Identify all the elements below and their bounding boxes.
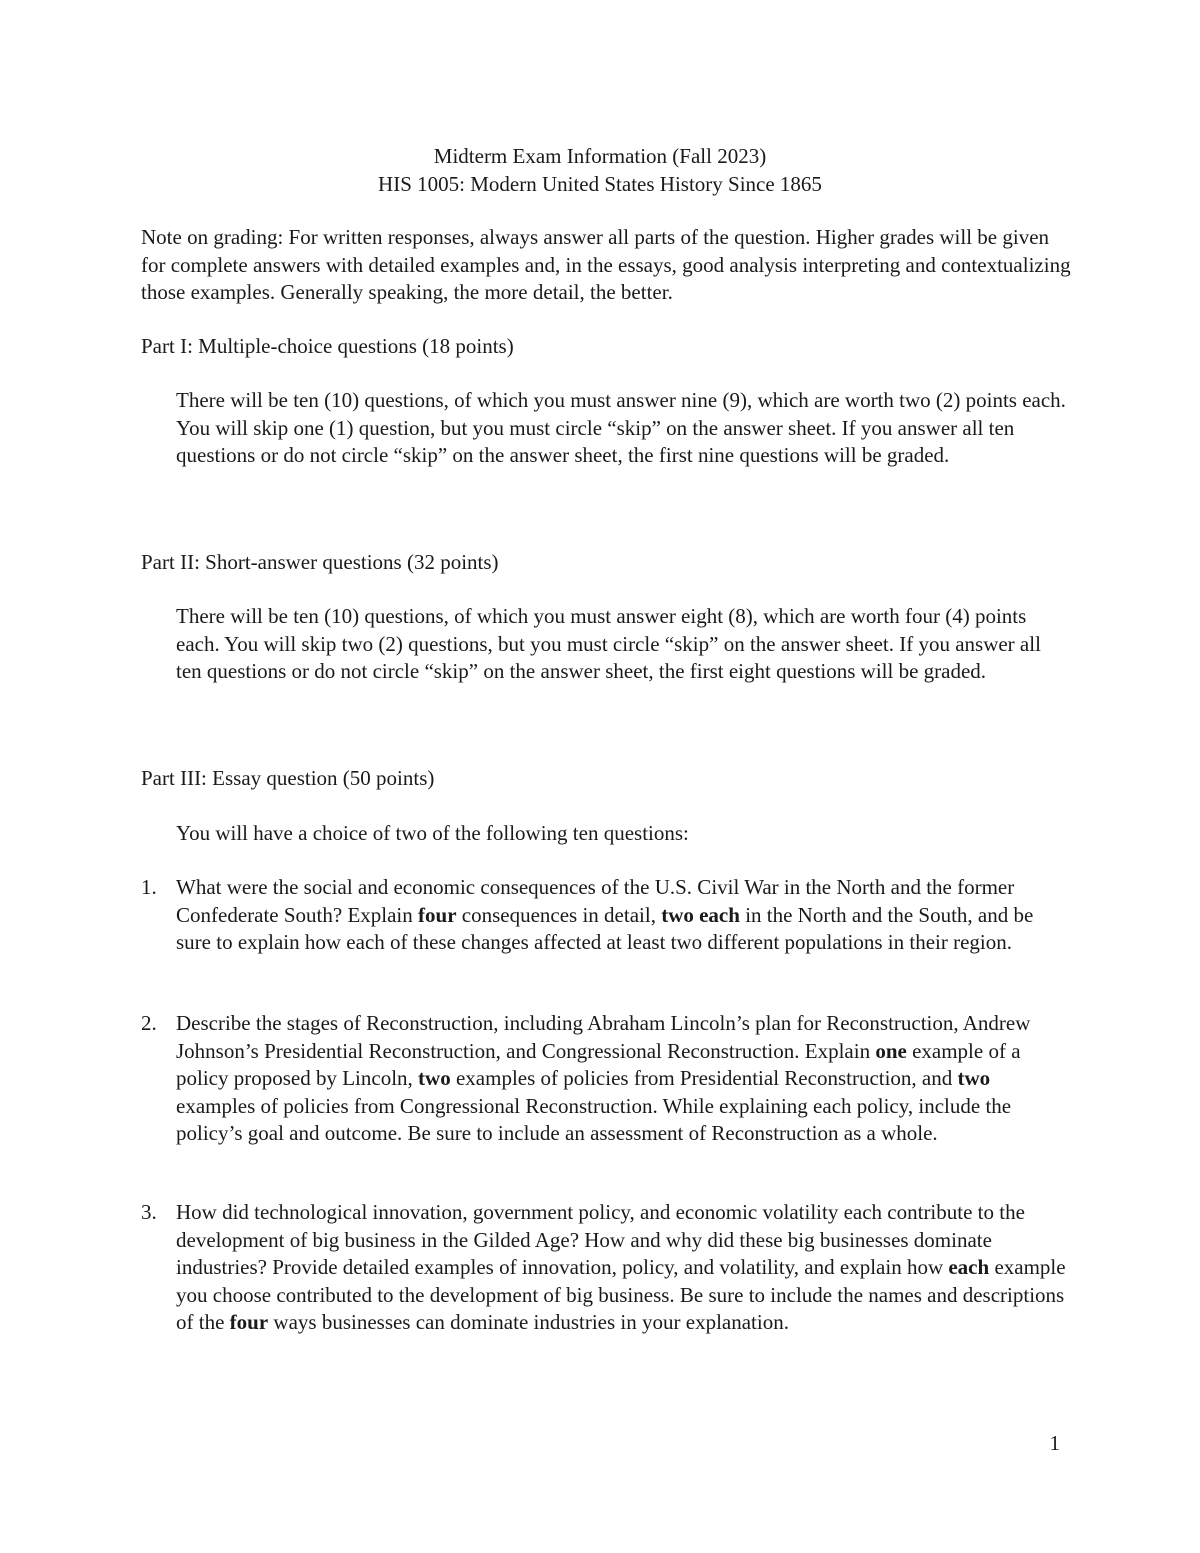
part-3-description: You will have a choice of two of the following ten questions: [176,821,689,845]
essay-question-number: 1. [141,875,157,899]
emphasis-text: one [875,1038,907,1063]
essay-question-number: 2. [141,1011,157,1035]
course-title: HIS 1005: Modern United States History Since 1865 [378,171,822,196]
essay-question-number: 3. [141,1200,157,1224]
part-1-heading: Part I: Multiple-choice questions (18 points) [141,334,514,358]
page-number: 1 [1049,1431,1060,1455]
emphasis-text: four [418,902,457,927]
emphasis-text: four [229,1310,269,1334]
emphasis-text: two [957,1066,991,1090]
document-header [0,143,1200,198]
essay-question-text: What were the social and economic consequences of the U.S. Civil War in the North and the former Confederate South? Explain four consequences in detail, two each in the North and the South, and be sure to explain how each of these changes affected at least two different populations in their region. [176,875,1034,954]
grading-note: Note on grading: For written responses, always answer all parts of the question. Higher grades will be given for complete answers with detailed examples and, in the essays, good analysis interpreting and contextualizing those examples. Generally speaking, the more detail, the better. [141,225,1071,304]
part-1-description: There will be ten (10) questions, of which you must answer nine (9), which are worth two (2) points each. You will skip one (1) question, but you must circle “skip” on the answer sheet. If you answer all ten questions or do not circle “skip” on the answer sheet, the first nine questions will be graded. [176,388,1066,467]
part-2-heading: Part II: Short-answer questions (32 points) [141,550,499,574]
essay-question-text: How did technological innovation, government policy, and economic volatility each contribute to the development of big business in the Gilded Age? How and why did these big businesses dominate industries? Provide detailed examples of innovation, policy, and volatility, and explain how each example you choose contributed to the development of big business. Be sure to include the names and descriptions of the four ways businesses can dominate industries in your explanation. [176,1200,1066,1334]
emphasis-text: each [948,1255,990,1279]
emphasis-text: two each [661,902,740,927]
part-3-heading: Part III: Essay question (50 points) [141,766,435,790]
essay-question-text: Describe the stages of Reconstruction, including Abraham Lincoln’s plan for Reconstruction, Andrew Johnson’s Presidential Reconstruction, and Congressional Reconstruction. Explain one example of a policy proposed by Lincoln, two examples of policies from Presidential Reconstruction, and two examples of policies from Congressional Reconstruction. While explaining each policy, include the policy’s goal and outcome. Be sure to include an assessment of Reconstruction as a whole. [176,1011,1031,1145]
part-2-description: There will be ten (10) questions, of which you must answer eight (8), which are worth four (4) points each. You will skip two (2) questions, but you must circle “skip” on the answer sheet. If you answer all ten questions or do not circle “skip” on the answer sheet, the first eight questions will be graded. [176,604,1041,683]
emphasis-text: two [418,1066,451,1090]
exam-title: Midterm Exam Information (Fall 2023) [433,144,767,168]
